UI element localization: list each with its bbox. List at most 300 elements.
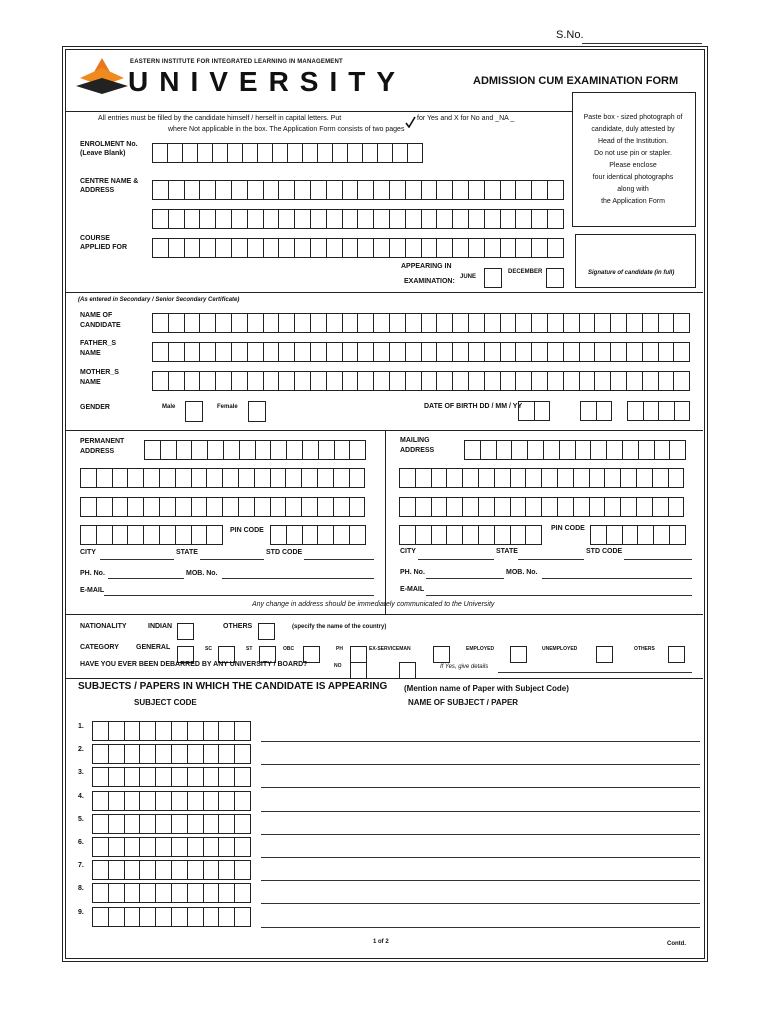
char-box[interactable] <box>422 371 438 391</box>
others-employment-checkbox[interactable] <box>668 646 685 663</box>
char-box[interactable] <box>109 767 125 787</box>
char-box[interactable] <box>219 814 235 834</box>
char-box[interactable] <box>188 837 204 857</box>
char-box[interactable] <box>628 401 644 421</box>
char-box[interactable] <box>644 401 660 421</box>
char-box[interactable] <box>235 837 251 857</box>
char-box[interactable] <box>422 180 438 200</box>
char-box[interactable] <box>93 860 109 880</box>
char-box[interactable] <box>558 468 574 488</box>
char-box[interactable] <box>564 313 580 333</box>
char-box[interactable] <box>97 525 113 545</box>
char-box[interactable] <box>343 180 359 200</box>
char-box[interactable] <box>224 440 240 460</box>
others-nationality-checkbox[interactable] <box>258 623 275 640</box>
char-box[interactable] <box>156 767 172 787</box>
course-boxes[interactable] <box>152 238 564 258</box>
father-name-boxes[interactable] <box>152 342 690 362</box>
char-box[interactable] <box>327 313 343 333</box>
mailing-mobile-line[interactable] <box>542 578 692 579</box>
char-box[interactable] <box>406 209 422 229</box>
char-box[interactable] <box>219 791 235 811</box>
char-box[interactable] <box>406 313 422 333</box>
char-box[interactable] <box>495 525 511 545</box>
char-box[interactable] <box>168 143 183 163</box>
male-checkbox[interactable] <box>185 401 203 422</box>
char-box[interactable] <box>295 180 311 200</box>
char-box[interactable] <box>81 468 97 488</box>
char-box[interactable] <box>232 209 248 229</box>
char-box[interactable] <box>219 883 235 903</box>
char-box[interactable] <box>140 860 156 880</box>
char-box[interactable] <box>216 180 232 200</box>
char-box[interactable] <box>627 313 643 333</box>
char-box[interactable] <box>169 342 185 362</box>
mailing-phone-line[interactable] <box>426 578 504 579</box>
char-box[interactable] <box>674 342 690 362</box>
char-box[interactable] <box>144 468 160 488</box>
char-box[interactable] <box>172 837 188 857</box>
char-box[interactable] <box>93 744 109 764</box>
char-box[interactable] <box>358 238 374 258</box>
char-box[interactable] <box>113 497 129 517</box>
char-box[interactable] <box>232 342 248 362</box>
char-box[interactable] <box>463 525 479 545</box>
char-box[interactable] <box>109 860 125 880</box>
char-box[interactable] <box>153 209 169 229</box>
char-box[interactable] <box>188 744 204 764</box>
char-box[interactable] <box>140 721 156 741</box>
permanent-email-line[interactable] <box>104 595 374 596</box>
char-box[interactable] <box>465 440 481 460</box>
char-box[interactable] <box>511 497 527 517</box>
char-box[interactable] <box>81 525 97 545</box>
char-box[interactable] <box>248 238 264 258</box>
char-box[interactable] <box>204 883 220 903</box>
char-box[interactable] <box>437 342 453 362</box>
char-box[interactable] <box>564 371 580 391</box>
char-box[interactable] <box>485 313 501 333</box>
char-box[interactable] <box>432 497 448 517</box>
mailing-email-line[interactable] <box>426 595 692 596</box>
dob-year-boxes[interactable] <box>627 401 690 421</box>
permanent-boxes-4[interactable] <box>80 525 223 545</box>
char-box[interactable] <box>591 440 607 460</box>
char-box[interactable] <box>235 883 251 903</box>
char-box[interactable] <box>532 209 548 229</box>
char-box[interactable] <box>639 440 655 460</box>
char-box[interactable] <box>653 468 669 488</box>
char-box[interactable] <box>516 371 532 391</box>
char-box[interactable] <box>416 525 432 545</box>
char-box[interactable] <box>161 440 177 460</box>
char-box[interactable] <box>416 468 432 488</box>
char-box[interactable] <box>271 525 287 545</box>
char-box[interactable] <box>532 238 548 258</box>
indian-checkbox[interactable] <box>177 623 194 640</box>
char-box[interactable] <box>219 767 235 787</box>
char-box[interactable] <box>400 525 416 545</box>
char-box[interactable] <box>343 238 359 258</box>
char-box[interactable] <box>627 371 643 391</box>
char-box[interactable] <box>279 371 295 391</box>
char-box[interactable] <box>93 837 109 857</box>
char-box[interactable] <box>235 791 251 811</box>
char-box[interactable] <box>422 238 438 258</box>
char-box[interactable] <box>228 143 243 163</box>
char-box[interactable] <box>140 744 156 764</box>
char-box[interactable] <box>113 468 129 488</box>
char-box[interactable] <box>516 342 532 362</box>
char-box[interactable] <box>497 440 513 460</box>
char-box[interactable] <box>469 371 485 391</box>
char-box[interactable] <box>485 238 501 258</box>
mailing-boxes-3[interactable] <box>399 497 684 517</box>
char-box[interactable] <box>548 180 564 200</box>
unemployed-checkbox[interactable] <box>596 646 613 663</box>
char-box[interactable] <box>125 767 141 787</box>
char-box[interactable] <box>581 401 597 421</box>
char-box[interactable] <box>327 238 343 258</box>
char-box[interactable] <box>97 468 113 488</box>
char-box[interactable] <box>93 791 109 811</box>
char-box[interactable] <box>485 180 501 200</box>
char-box[interactable] <box>200 342 216 362</box>
debarred-details-line[interactable] <box>498 672 692 673</box>
char-box[interactable] <box>469 180 485 200</box>
subject-name-line[interactable] <box>261 764 700 765</box>
char-box[interactable] <box>637 468 653 488</box>
char-box[interactable] <box>172 907 188 927</box>
char-box[interactable] <box>542 468 558 488</box>
subject-code-boxes[interactable] <box>92 837 251 857</box>
char-box[interactable] <box>125 883 141 903</box>
char-box[interactable] <box>469 313 485 333</box>
char-box[interactable] <box>501 238 517 258</box>
june-checkbox[interactable] <box>484 268 502 288</box>
char-box[interactable] <box>204 791 220 811</box>
char-box[interactable] <box>204 907 220 927</box>
char-box[interactable] <box>185 238 201 258</box>
char-box[interactable] <box>192 525 208 545</box>
char-box[interactable] <box>643 313 659 333</box>
char-box[interactable] <box>204 814 220 834</box>
char-box[interactable] <box>109 837 125 857</box>
char-box[interactable] <box>611 313 627 333</box>
char-box[interactable] <box>548 313 564 333</box>
december-checkbox[interactable] <box>546 268 564 288</box>
char-box[interactable] <box>637 497 653 517</box>
char-box[interactable] <box>113 525 129 545</box>
char-box[interactable] <box>248 209 264 229</box>
char-box[interactable] <box>574 497 590 517</box>
centre-boxes-2[interactable] <box>152 209 564 229</box>
char-box[interactable] <box>374 209 390 229</box>
char-box[interactable] <box>188 721 204 741</box>
char-box[interactable] <box>264 342 280 362</box>
char-box[interactable] <box>219 860 235 880</box>
char-box[interactable] <box>327 209 343 229</box>
char-box[interactable] <box>279 209 295 229</box>
char-box[interactable] <box>192 468 208 488</box>
char-box[interactable] <box>350 525 366 545</box>
char-box[interactable] <box>590 497 606 517</box>
char-box[interactable] <box>670 525 686 545</box>
char-box[interactable] <box>232 180 248 200</box>
char-box[interactable] <box>334 468 350 488</box>
sno-line[interactable] <box>582 43 702 44</box>
char-box[interactable] <box>140 814 156 834</box>
subject-name-line[interactable] <box>261 811 700 812</box>
char-box[interactable] <box>188 860 204 880</box>
exservice-checkbox[interactable] <box>433 646 450 663</box>
char-box[interactable] <box>279 313 295 333</box>
mailing-boxes-2[interactable] <box>399 468 684 488</box>
char-box[interactable] <box>453 209 469 229</box>
char-box[interactable] <box>279 238 295 258</box>
char-box[interactable] <box>295 342 311 362</box>
subject-code-boxes[interactable] <box>92 883 251 903</box>
char-box[interactable] <box>125 744 141 764</box>
char-box[interactable] <box>390 238 406 258</box>
char-box[interactable] <box>156 814 172 834</box>
char-box[interactable] <box>232 371 248 391</box>
char-box[interactable] <box>172 860 188 880</box>
char-box[interactable] <box>216 371 232 391</box>
char-box[interactable] <box>511 525 527 545</box>
char-box[interactable] <box>93 721 109 741</box>
char-box[interactable] <box>311 371 327 391</box>
char-box[interactable] <box>526 468 542 488</box>
char-box[interactable] <box>169 238 185 258</box>
char-box[interactable] <box>204 767 220 787</box>
char-box[interactable] <box>248 371 264 391</box>
char-box[interactable] <box>479 468 495 488</box>
char-box[interactable] <box>343 313 359 333</box>
mailing-city-line[interactable] <box>418 559 494 560</box>
char-box[interactable] <box>463 468 479 488</box>
char-box[interactable] <box>169 371 185 391</box>
char-box[interactable] <box>655 440 671 460</box>
char-box[interactable] <box>188 907 204 927</box>
permanent-mobile-line[interactable] <box>222 578 374 579</box>
char-box[interactable] <box>495 468 511 488</box>
char-box[interactable] <box>216 209 232 229</box>
char-box[interactable] <box>303 440 319 460</box>
mailing-boxes-1[interactable] <box>464 440 686 460</box>
char-box[interactable] <box>185 180 201 200</box>
ph-checkbox[interactable] <box>350 646 367 663</box>
char-box[interactable] <box>590 468 606 488</box>
char-box[interactable] <box>406 180 422 200</box>
subject-name-line[interactable] <box>261 834 700 835</box>
char-box[interactable] <box>595 313 611 333</box>
signature-box[interactable] <box>575 234 696 288</box>
char-box[interactable] <box>172 744 188 764</box>
char-box[interactable] <box>200 209 216 229</box>
char-box[interactable] <box>172 814 188 834</box>
permanent-city-line[interactable] <box>100 559 174 560</box>
char-box[interactable] <box>286 468 302 488</box>
char-box[interactable] <box>605 468 621 488</box>
char-box[interactable] <box>327 371 343 391</box>
char-box[interactable] <box>643 371 659 391</box>
char-box[interactable] <box>400 468 416 488</box>
char-box[interactable] <box>185 209 201 229</box>
subject-code-boxes[interactable] <box>92 907 251 927</box>
char-box[interactable] <box>125 721 141 741</box>
char-box[interactable] <box>140 837 156 857</box>
char-box[interactable] <box>255 497 271 517</box>
char-box[interactable] <box>532 342 548 362</box>
char-box[interactable] <box>669 468 685 488</box>
char-box[interactable] <box>256 440 272 460</box>
enrolment-boxes[interactable] <box>152 143 423 163</box>
char-box[interactable] <box>422 313 438 333</box>
char-box[interactable] <box>542 497 558 517</box>
char-box[interactable] <box>564 342 580 362</box>
char-box[interactable] <box>153 313 169 333</box>
char-box[interactable] <box>264 238 280 258</box>
char-box[interactable] <box>311 238 327 258</box>
char-box[interactable] <box>350 440 366 460</box>
char-box[interactable] <box>469 342 485 362</box>
char-box[interactable] <box>279 342 295 362</box>
char-box[interactable] <box>363 143 378 163</box>
debarred-no-checkbox[interactable] <box>350 662 367 679</box>
char-box[interactable] <box>437 209 453 229</box>
char-box[interactable] <box>125 907 141 927</box>
char-box[interactable] <box>144 497 160 517</box>
char-box[interactable] <box>378 143 393 163</box>
char-box[interactable] <box>437 238 453 258</box>
char-box[interactable] <box>264 180 280 200</box>
char-box[interactable] <box>560 440 576 460</box>
char-box[interactable] <box>597 401 613 421</box>
char-box[interactable] <box>580 342 596 362</box>
char-box[interactable] <box>654 525 670 545</box>
subject-name-line[interactable] <box>261 741 700 742</box>
char-box[interactable] <box>204 837 220 857</box>
char-box[interactable] <box>302 497 318 517</box>
char-box[interactable] <box>271 497 287 517</box>
char-box[interactable] <box>93 767 109 787</box>
char-box[interactable] <box>93 907 109 927</box>
char-box[interactable] <box>188 883 204 903</box>
char-box[interactable] <box>453 238 469 258</box>
char-box[interactable] <box>416 497 432 517</box>
subject-code-boxes[interactable] <box>92 721 251 741</box>
char-box[interactable] <box>156 907 172 927</box>
char-box[interactable] <box>264 313 280 333</box>
char-box[interactable] <box>93 883 109 903</box>
char-box[interactable] <box>109 907 125 927</box>
subject-code-boxes[interactable] <box>92 814 251 834</box>
char-box[interactable] <box>109 721 125 741</box>
char-box[interactable] <box>406 342 422 362</box>
debarred-yes-checkbox[interactable] <box>399 662 416 679</box>
char-box[interactable] <box>335 440 351 460</box>
char-box[interactable] <box>208 440 224 460</box>
char-box[interactable] <box>188 767 204 787</box>
centre-boxes-1[interactable] <box>152 180 564 200</box>
char-box[interactable] <box>318 143 333 163</box>
char-box[interactable] <box>406 371 422 391</box>
char-box[interactable] <box>295 209 311 229</box>
mailing-state-line[interactable] <box>518 559 584 560</box>
char-box[interactable] <box>216 238 232 258</box>
char-box[interactable] <box>258 143 273 163</box>
subject-name-line[interactable] <box>261 880 700 881</box>
char-box[interactable] <box>153 143 168 163</box>
dob-day-boxes[interactable] <box>518 401 550 421</box>
char-box[interactable] <box>516 313 532 333</box>
char-box[interactable] <box>303 525 319 545</box>
char-box[interactable] <box>358 342 374 362</box>
char-box[interactable] <box>526 497 542 517</box>
char-box[interactable] <box>374 342 390 362</box>
char-box[interactable] <box>109 814 125 834</box>
char-box[interactable] <box>358 313 374 333</box>
permanent-state-line[interactable] <box>200 559 264 560</box>
char-box[interactable] <box>406 238 422 258</box>
char-box[interactable] <box>311 180 327 200</box>
permanent-pincode-boxes[interactable] <box>270 525 366 545</box>
char-box[interactable] <box>501 371 517 391</box>
char-box[interactable] <box>374 371 390 391</box>
char-box[interactable] <box>235 744 251 764</box>
char-box[interactable] <box>463 497 479 517</box>
char-box[interactable] <box>169 209 185 229</box>
char-box[interactable] <box>176 497 192 517</box>
char-box[interactable] <box>532 371 548 391</box>
char-box[interactable] <box>192 497 208 517</box>
char-box[interactable] <box>109 883 125 903</box>
char-box[interactable] <box>501 313 517 333</box>
char-box[interactable] <box>453 371 469 391</box>
char-box[interactable] <box>223 468 239 488</box>
char-box[interactable] <box>327 342 343 362</box>
char-box[interactable] <box>390 180 406 200</box>
char-box[interactable] <box>659 342 675 362</box>
char-box[interactable] <box>605 497 621 517</box>
char-box[interactable] <box>216 313 232 333</box>
char-box[interactable] <box>140 791 156 811</box>
char-box[interactable] <box>400 497 416 517</box>
char-box[interactable] <box>204 721 220 741</box>
char-box[interactable] <box>501 209 517 229</box>
char-box[interactable] <box>223 497 239 517</box>
char-box[interactable] <box>144 525 160 545</box>
char-box[interactable] <box>627 342 643 362</box>
permanent-boxes-3[interactable] <box>80 497 365 517</box>
char-box[interactable] <box>479 525 495 545</box>
char-box[interactable] <box>235 860 251 880</box>
char-box[interactable] <box>659 371 675 391</box>
char-box[interactable] <box>188 814 204 834</box>
char-box[interactable] <box>303 143 318 163</box>
employed-checkbox[interactable] <box>510 646 527 663</box>
char-box[interactable] <box>501 342 517 362</box>
mailing-boxes-4[interactable] <box>399 525 542 545</box>
char-box[interactable] <box>447 497 463 517</box>
char-box[interactable] <box>200 180 216 200</box>
char-box[interactable] <box>422 342 438 362</box>
char-box[interactable] <box>264 371 280 391</box>
char-box[interactable] <box>607 525 623 545</box>
char-box[interactable] <box>333 143 348 163</box>
char-box[interactable] <box>576 440 592 460</box>
